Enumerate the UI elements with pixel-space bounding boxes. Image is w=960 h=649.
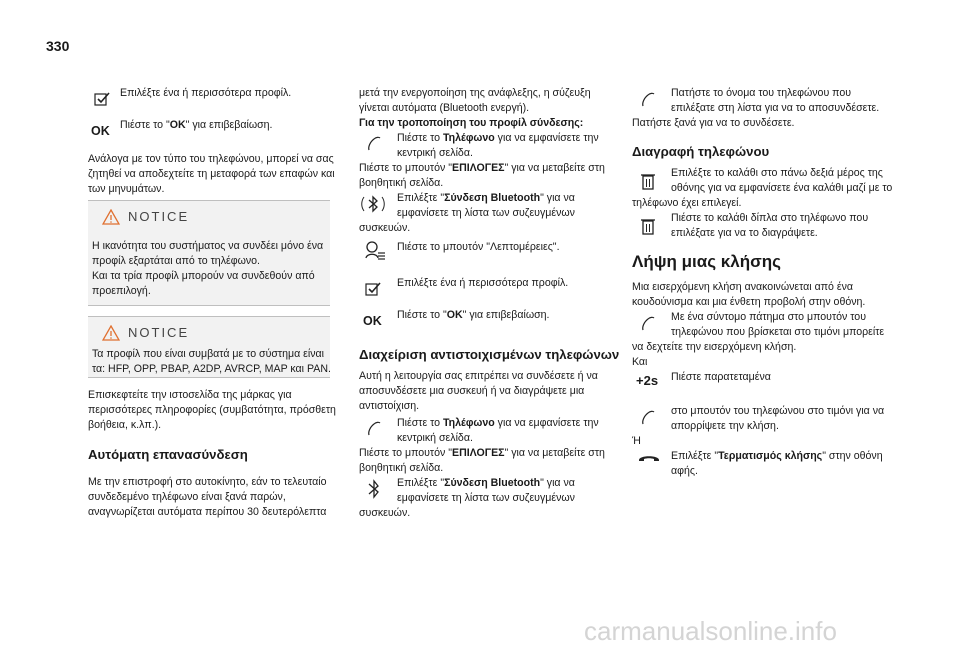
notice-box xyxy=(88,316,330,378)
step-line: Πιέστε το μπουτόν "ΕΠΙΛΟΓΕΣ" για να μεταβείτε στη xyxy=(359,162,605,174)
para-line: Πατήστε το όνομα του τηλεφώνου που xyxy=(671,87,852,99)
para-line: οθόνης για να εμφανίσετε ένα καλάθι μαζί με το xyxy=(671,182,893,194)
watermark: carmanualsonline.info xyxy=(584,616,837,646)
para-line: Πιέστε παρατεταμένα xyxy=(671,371,771,383)
checkbox-icon xyxy=(365,282,381,296)
section-heading: Αυτόματη επανασύνδεση xyxy=(88,447,248,462)
para-line: στο μπουτόν του τηλεφώνου στο τιμόνι για να xyxy=(671,405,885,417)
para-line: αφής. xyxy=(671,465,698,477)
notice-line: προφίλ εξαρτάται από το τηλέφωνο. xyxy=(92,255,260,267)
page-number: 330 xyxy=(46,38,70,54)
notice-box xyxy=(88,200,330,306)
notice-line: τα: HFP, OPP, PBAP, A2DP, AVRCP, MAP και PAN. xyxy=(92,363,331,375)
para-line: συνδεδεμένο τηλέφωνο είναι ξανά παρών, xyxy=(88,491,286,503)
para-line: αντιστοίχιση. xyxy=(359,400,420,412)
section-heading: Λήψη μιας κλήσης xyxy=(632,252,781,271)
step-line: Επιλέξτε ένα ή περισσότερα προφίλ. xyxy=(397,277,569,289)
para-line: Πατήστε ξανά για να το συνδέσετε. xyxy=(632,117,795,129)
details-icon xyxy=(364,240,386,262)
trash-icon xyxy=(640,172,656,190)
notice-title: NOTICE xyxy=(128,325,190,340)
step-line: βοηθητική σελίδα. xyxy=(359,462,444,474)
para-line: βοήθεια, κ.λπ.). xyxy=(88,419,162,431)
step-line: Πιέστε το μπουτόν "Λεπτομέρειες". xyxy=(397,241,560,253)
step-line: κεντρική σελίδα. xyxy=(397,432,473,444)
step-line: Επιλέξτε "Σύνδεση Bluetooth" για να xyxy=(397,477,575,489)
phone-icon xyxy=(366,421,382,437)
section-heading: Διαγραφή τηλεφώνου xyxy=(632,144,770,159)
step-line: εμφανίσετε τη λίστα των συζευγμένων xyxy=(397,207,575,219)
select-profiles-step: Επιλέξτε ένα ή περισσότερα προφίλ. xyxy=(120,87,292,99)
step-line: Πιέστε το "OK" για επιβεβαίωση. xyxy=(397,309,550,321)
phone-icon xyxy=(640,92,656,108)
para-line: επιλέξατε για να το διαγράψετε. xyxy=(671,227,818,239)
para-line: ζητηθεί να αποδεχτείτε τη μεταφορά των επαφών και xyxy=(88,168,335,180)
step-line: Πιέστε το Τηλέφωνο για να εμφανίσετε την xyxy=(397,417,599,429)
bluetooth-icon xyxy=(361,192,385,216)
section-heading: Διαχείριση αντιστοιχισμένων τηλεφώνων xyxy=(359,347,620,362)
step-line: εμφανίσετε τη λίστα των συζευγμένων xyxy=(397,492,575,504)
para-line: Μια εισερχόμενη κλήση ανακοινώνεται από ένα xyxy=(632,281,854,293)
notice-line: Τα προφίλ που είναι συμβατά με το σύστημα είναι xyxy=(92,348,325,360)
para-line: τηλέφωνο έχει επιλεγεί. xyxy=(632,197,742,209)
step-line: βοηθητική σελίδα. xyxy=(359,177,444,189)
long-press-icon: +2s xyxy=(636,373,659,388)
step-line: Πιέστε το Τηλέφωνο για να εμφανίσετε την xyxy=(397,132,599,144)
ok-icon: OK xyxy=(91,124,110,138)
para-line: Με την επιστροφή στο αυτοκίνητο, εάν το τελευταίο xyxy=(88,476,327,488)
para-line: αναγνωρίζεται αυτόματα περίπου 30 δευτερόλεπτα xyxy=(88,506,327,518)
phone-icon xyxy=(640,410,656,426)
warning-icon xyxy=(102,325,120,341)
step-line: Πιέστε το μπουτόν "ΕΠΙΛΟΓΕΣ" για να μεταβείτε στη xyxy=(359,447,605,459)
para-line: Επιλέξτε "Τερματισμός κλήσης" στην οθόνη xyxy=(671,450,883,462)
subheading: Για την τροποποίηση του προφίλ σύνδεσης: xyxy=(359,117,584,129)
para-line: Επιλέξτε το καλάθι στο πάνω δεξιά μέρος της xyxy=(671,167,883,179)
para-line: επιλέξατε στη λίστα για να το αποσυνδέσετε. xyxy=(671,102,880,114)
bluetooth-icon xyxy=(366,478,382,500)
warning-icon xyxy=(102,209,120,225)
notice-line: Η ικανότητα του συστήματος να συνδέει μόνο ένα xyxy=(92,240,324,252)
confirm-step: Πιέστε το "OK" για επιβεβαίωση. xyxy=(120,119,273,131)
phone-icon xyxy=(640,316,656,332)
para-line: Αυτή η λειτουργία σας επιτρέπει να συνδέσετε ή να xyxy=(359,370,598,382)
step-line: κεντρική σελίδα. xyxy=(397,147,473,159)
step-line: συσκευών. xyxy=(359,507,411,519)
step-line: Επιλέξτε "Σύνδεση Bluetooth" για να xyxy=(397,192,575,204)
hang-up-icon xyxy=(638,453,660,463)
para-line: Πιέστε το καλάθι δίπλα στο τηλέφωνο που xyxy=(671,212,869,224)
para-line: αποσυνδέσετε μια συσκευή ή να διαγράψετε μια xyxy=(359,385,585,397)
para-line: Επισκεφτείτε την ιστοσελίδα της μάρκας για xyxy=(88,389,292,401)
ok-icon: OK xyxy=(363,314,382,328)
para-line: τηλεφώνου που βρίσκεται στο τιμόνι μπορείτε xyxy=(671,326,885,338)
trash-icon xyxy=(640,217,656,235)
phone-icon xyxy=(366,136,382,152)
para-line: γίνεται αυτόματα (Bluetooth ενεργή). xyxy=(359,102,530,114)
para-line: Με ένα σύντομο πάτημα στο μπουτόν του xyxy=(671,311,866,323)
notice-title: NOTICE xyxy=(128,209,190,224)
para-line: περισσότερες πληροφορίες (συμβατότητα, πρόσθετη xyxy=(88,404,336,416)
notice-line: Και τα τρία προφίλ μπορούν να συνδεθούν από xyxy=(92,270,315,282)
para-line: των μηνυμάτων. xyxy=(88,183,165,195)
notice-line: προεπιλογή. xyxy=(92,285,151,297)
step-line: συσκευών. xyxy=(359,222,411,234)
para-line: Ανάλογα με τον τύπο του τηλεφώνου, μπορεί να σας xyxy=(88,153,334,165)
para-line: να δεχτείτε την εισερχόμενη κλήση. xyxy=(632,341,797,353)
para-line: κουδούνισμα και μια ένθετη προβολή στην οθόνη. xyxy=(632,296,866,308)
para-line: απορρίψετε την κλήση. xyxy=(671,420,779,432)
para-line: Και xyxy=(632,356,648,368)
para-line: μετά την ενεργοποίηση της ανάφλεξης, η σύζευξη xyxy=(359,87,591,99)
checkbox-icon xyxy=(94,92,110,106)
para-line: Ή xyxy=(632,435,641,447)
